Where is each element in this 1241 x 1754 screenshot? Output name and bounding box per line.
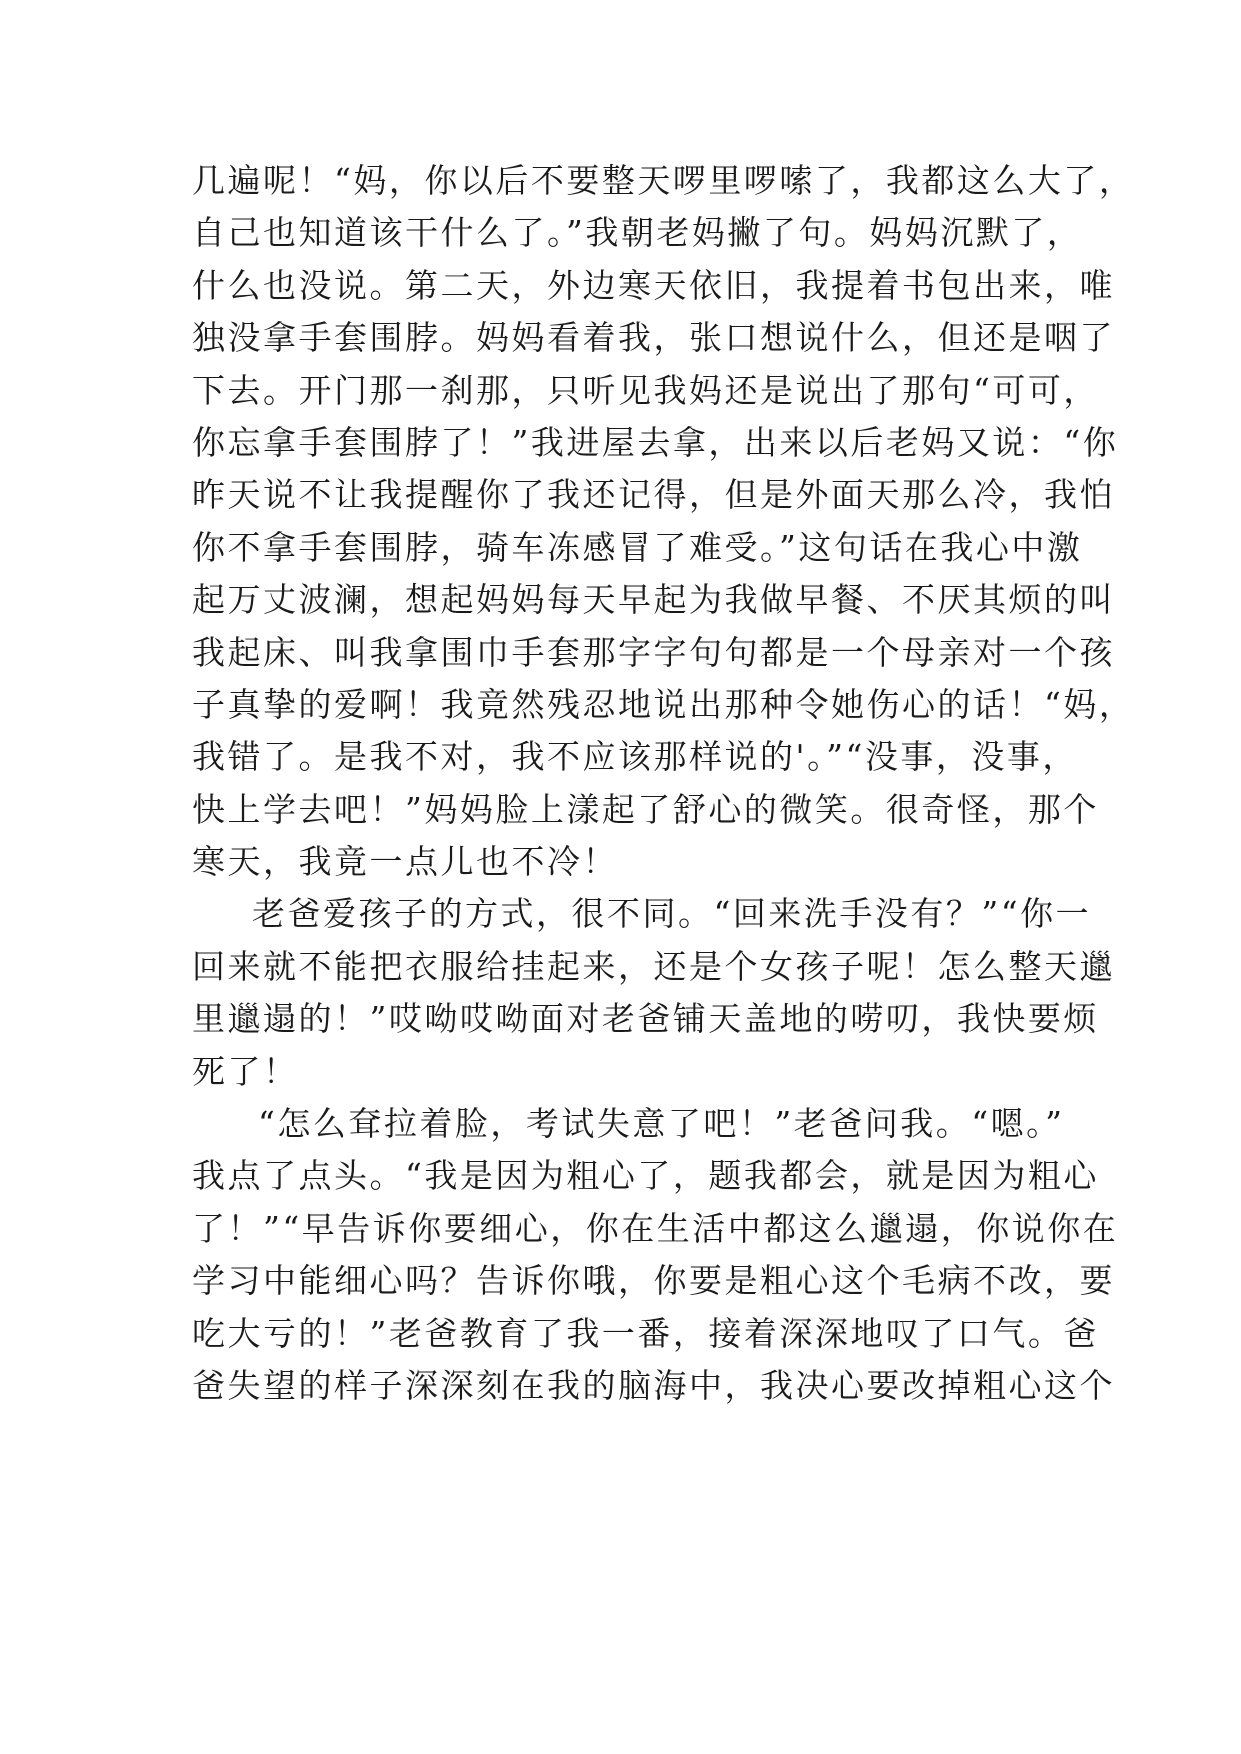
text-line: 快上学去吧！”妈妈脸上漾起了舒心的微笑。很奇怪，那个 bbox=[192, 789, 1099, 829]
text-line: 我错了。是我不对，我不应该那样说的'。”“没事，没事， bbox=[192, 737, 1078, 777]
text-line: 我点了点头。“我是因为粗心了，题我都会，就是因为粗心 bbox=[192, 1156, 1099, 1196]
text-line: 子真挚的爱啊！我竟然残忍地说出那种令她伤心的话！“妈， bbox=[192, 684, 1135, 724]
text-line: 你忘拿手套围脖了！”我进屋去拿，出来以后老妈又说：“你 bbox=[192, 422, 1119, 462]
text-line: 下去。开门那一刹那，只听见我妈还是说出了那句“可可， bbox=[192, 370, 1099, 410]
text-line: 回来就不能把衣服给挂起来，还是个女孩子呢！怎么整天邋 bbox=[192, 946, 1115, 986]
text-line: 昨天说不让我提醒你了我还记得，但是外面天那么冷，我怕 bbox=[192, 475, 1115, 515]
text-line: 几遍呢！“妈，你以后不要整天啰里啰嗦了，我都这么大了， bbox=[192, 161, 1135, 200]
text-line: 独没拿手套围脖。妈妈看着我，张口想说什么，但还是咽了 bbox=[192, 318, 1115, 358]
text-line: 了！”“早告诉你要细心，你在生活中都这么邋遢，你说你在 bbox=[192, 1208, 1119, 1248]
text-line: 我起床、叫我拿围巾手套那字字句句都是一个母亲对一个孩 bbox=[192, 632, 1115, 672]
text-line: 学习中能细心吗？告诉你哦，你要是粗心这个毛病不改，要 bbox=[192, 1261, 1115, 1301]
paragraph-first-line: 老爸爱孩子的方式，很不同。“回来洗手没有？”“你一 bbox=[252, 894, 1092, 934]
text-line: 起万丈波澜，想起妈妈每天早起为我做早餐、不厌其烦的叫 bbox=[192, 580, 1115, 620]
text-line: 里邋遢的！”哎呦哎呦面对老爸铺天盖地的唠叨，我快要烦 bbox=[192, 999, 1099, 1039]
text-line: 爸失望的样子深深刻在我的脑海中，我决心要改掉粗心这个 bbox=[192, 1365, 1115, 1405]
text-line: 自己也知道该干什么了。”我朝老妈撇了句。妈妈沉默了， bbox=[192, 213, 1083, 253]
paragraph-first-line: “怎么耷拉着脸，考试失意了吧！”老爸问我。“嗯。” bbox=[258, 1104, 1065, 1144]
body-text bbox=[192, 155, 1135, 1412]
text-line: 死了！ bbox=[192, 1051, 299, 1091]
text-line: 寒天，我竟一点儿也不冷！ bbox=[192, 842, 618, 882]
text-line: 吃大亏的！”老爸教育了我一番，接着深深地叹了口气。爸 bbox=[192, 1313, 1099, 1353]
text-line: 你不拿手套围脖，骑车冻感冒了难受。”这句话在我心中激 bbox=[192, 527, 1083, 567]
text-line: 什么也没说。第二天，外边寒天依旧，我提着书包出来，唯 bbox=[192, 265, 1115, 305]
